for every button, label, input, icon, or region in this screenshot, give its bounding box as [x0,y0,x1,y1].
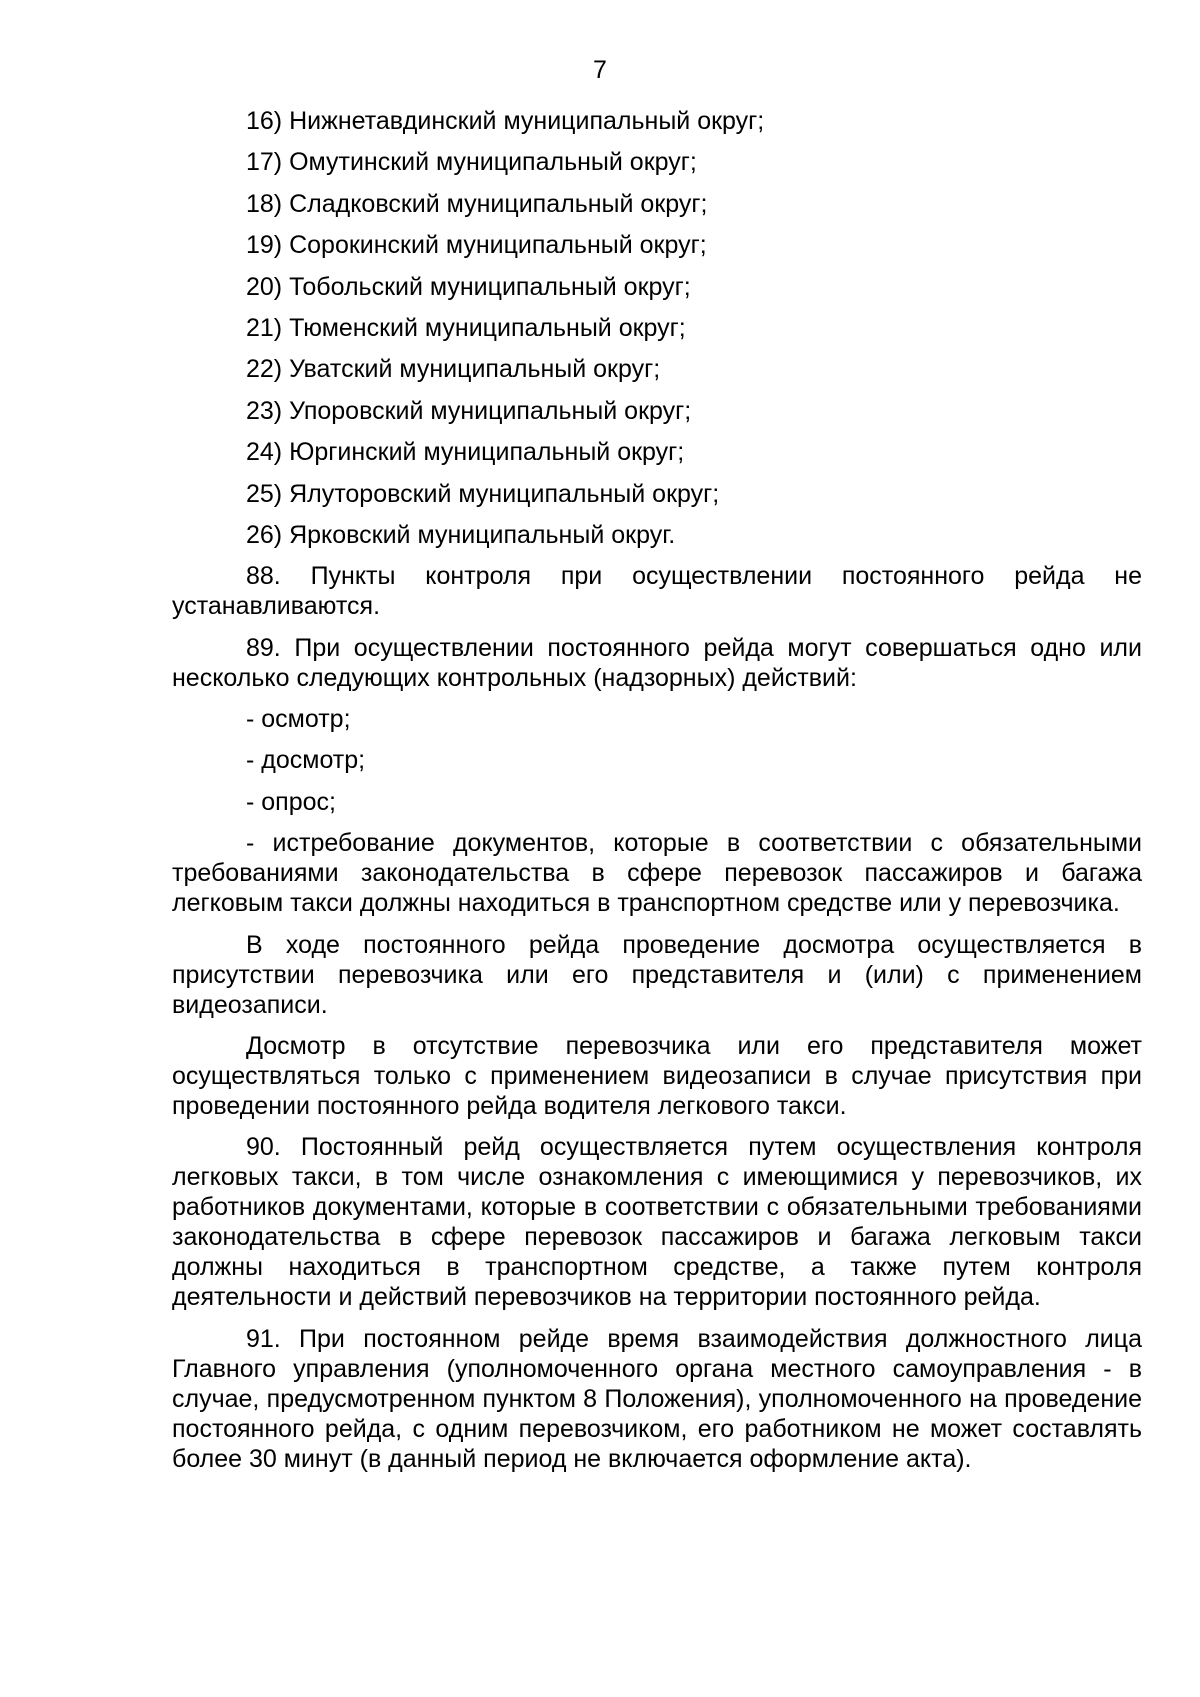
action-list-item: - досмотр; [246,746,366,775]
paragraph-90: 90. Постоянный рейд осуществляется путем осуществления контроля легковых такси, в том числе ознакомления с имеющимися у перевозчиков, их работников документами, которые в соответствии с обязательными требованиями законодательства в сфере перевозок пассажиров и багажа легковым такси должны находиться в транспортном средстве, а также путем контроля деятельности и действий перевозчиков на территории постоянного рейда. [172,1133,1142,1312]
district-list-item: 19) Сорокинский муниципальный округ; [246,231,707,260]
district-list-item: 18) Сладковский муниципальный округ; [246,189,708,218]
paragraph-89: 89. При осуществлении постоянного рейда могут совершаться одно или несколько следующих контрольных (надзорных) действий: [172,633,1142,692]
district-list-item: 16) Нижнетавдинский муниципальный округ; [246,107,765,135]
action-documents-paragraph: - истребование документов, которые в соответствии с обязательными требованиями законодательства в сфере перевозок пассажиров и багажа легковым такси должны находиться в транспортном средстве или у перевозчика. [172,829,1142,918]
district-list-item: 21) Тюменский муниципальный округ; [246,313,686,342]
inspection-presence-paragraph: В ходе постоянного рейда проведение досмотра осуществляется в присутствии перевозчика или его представителя и (или) с применением видеозаписи. [172,930,1142,1019]
document-body [172,106,1142,1485]
district-list-item: 25) Ялуторовский муниципальный округ; [246,479,720,508]
district-list-item: 23) Упоровский муниципальный округ; [246,396,692,425]
district-list-item: 17) Омутинский муниципальный округ; [246,148,697,177]
district-list-item: 24) Юргинский муниципальный округ; [246,438,685,467]
district-list-item: 22) Уватский муниципальный округ; [246,355,661,384]
paragraph-88: 88. Пункты контроля при осуществлении постоянного рейда не устанавливаются. [172,562,1142,621]
district-list-item: 26) Ярковский муниципальный округ. [246,520,676,549]
action-list-item: - опрос; [246,787,336,816]
inspection-absence-paragraph: Досмотр в отсутствие перевозчика или его представителя может осуществляться только с применением видеозаписи в случае присутствия при проведении постоянного рейда водителя легкового такси. [172,1032,1142,1121]
action-list-item: - осмотр; [246,705,351,734]
paragraph-91: 91. При постоянном рейде время взаимодействия должностного лица Главного управления (уполномоченного органа местного самоуправления - в случае, предусмотренном пунктом 8 Положения), уполномоченного на проведение постоянного рейда, с одним перевозчиком, его работником не может составлять более 30 минут (в данный период не включается оформление акта). [172,1324,1142,1473]
page-number: 7 [593,56,607,84]
district-list-item: 20) Тобольский муниципальный округ; [246,272,691,301]
